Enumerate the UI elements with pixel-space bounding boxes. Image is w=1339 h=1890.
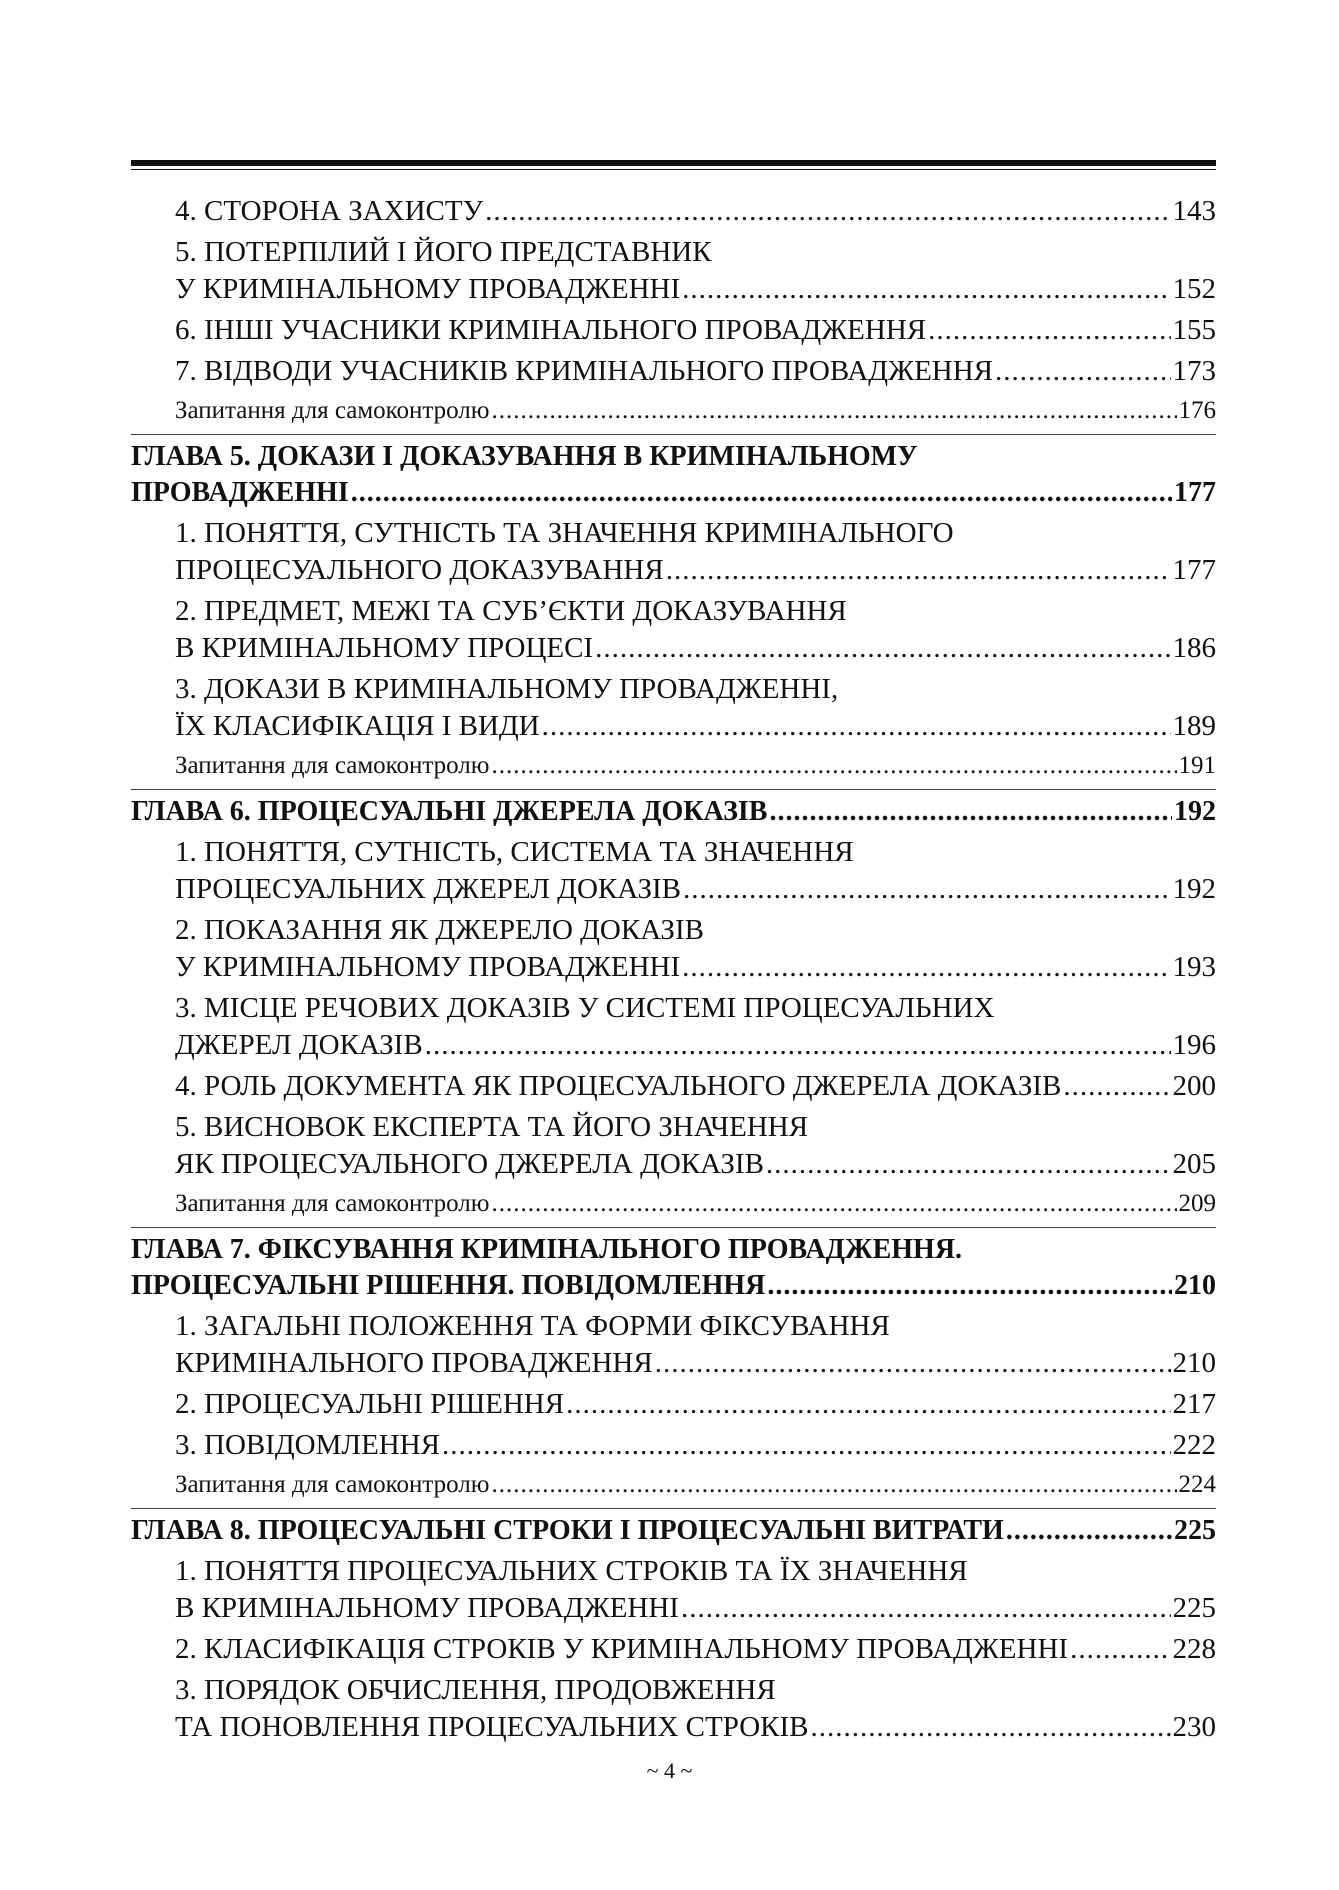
toc-entry-title-line: У КРИМІНАЛЬНОМУ ПРОВАДЖЕННІ [175,273,681,305]
toc-entry-title-line: ПРОЦЕСУАЛЬНІ РІШЕННЯ. ПОВІДОМЛЕННЯ [131,1270,766,1301]
toc-entry-title-line: У КРИМІНАЛЬНОМУ ПРОВАДЖЕННІ [175,951,681,983]
header-rule-thin [131,169,1216,170]
toc-entry-leader-line [175,1590,1216,1627]
toc-entry-page-number: 200 [1172,1070,1216,1102]
toc-entry-page-number: 224 [1178,1471,1216,1498]
toc-entry-title-line: ДЖЕРЕЛ ДОКАЗІВ [175,1029,423,1061]
toc-entry-section [131,593,1216,667]
toc-entry-page-number: 228 [1172,1633,1216,1665]
dot-leader [995,353,1170,390]
toc-entry-title-line: В КРИМІНАЛЬНОМУ ПРОВАДЖЕННІ [175,1592,679,1624]
toc-entry-title-line: 5. ВИСНОВОК ЕКСПЕРТА ТА ЙОГО ЗНАЧЕННЯ [175,1111,809,1143]
toc-entry-title-line: 2. ПРЕДМЕТ, МЕЖІ ТА СУБ’ЄКТИ ДОКАЗУВАННЯ [175,595,847,627]
toc-entry-page-number: 173 [1172,355,1216,387]
toc-entry-page-number: 210 [1174,1270,1216,1301]
toc-entry-leader-line [175,271,1216,308]
toc-entry-page-number: 177 [1174,477,1216,508]
toc-entry-section [131,193,1216,230]
toc-entry-page-number: 177 [1172,554,1216,586]
toc-entry-title-line: 7. ВІДВОДИ УЧАСНИКІВ КРИМІНАЛЬНОГО ПРОВАДЖЕННЯ [175,355,994,387]
toc-entry-chapter [131,1232,1216,1304]
toc-entry-section [131,1068,1216,1105]
toc-entry-leader-line [175,749,1216,782]
toc-entry-chapter [131,1513,1216,1549]
dot-leader [595,630,1170,667]
toc-entry-title-line: КРИМІНАЛЬНОГО ПРОВАДЖЕННЯ [175,1347,653,1379]
toc-entry-title-line: Запитання для самоконтролю [175,1190,490,1217]
toc-entry-title-line: 1. ПОНЯТТЯ, СУТНІСТЬ, СИСТЕМА ТА ЗНАЧЕННЯ [175,836,854,868]
dot-leader [491,394,1176,427]
toc-entry-leader-line [175,353,1216,390]
toc-entry-title-line: 3. МІСЦЕ РЕЧОВИХ ДОКАЗІВ У СИСТЕМІ ПРОЦЕСУАЛЬНИХ [175,992,995,1024]
toc-entry-title-line: Запитання для самоконтролю [175,1471,490,1498]
toc-entry-page-number: 193 [1172,951,1216,983]
toc-entry-section [131,353,1216,390]
toc-entry-section [131,515,1216,589]
toc-entry-title-line: ТА ПОНОВЛЕННЯ ПРОЦЕСУАЛЬНИХ СТРОКІВ [175,1711,809,1743]
toc-entry-leader-line [131,1268,1216,1304]
toc-entry-page-number: 225 [1172,1592,1216,1624]
dot-leader [1006,1513,1172,1549]
toc-entry-section [131,1427,1216,1464]
toc-entry-title-line: 1. ПОНЯТТЯ ПРОЦЕСУАЛЬНИХ СТРОКІВ ТА ЇХ ЗНАЧЕННЯ [175,1555,968,1587]
toc-entry-leader-line [175,1345,1216,1382]
toc-entry-title-line: 6. ІНШІ УЧАСНИКИ КРИМІНАЛЬНОГО ПРОВАДЖЕННЯ [175,314,927,346]
page-number-footer: ~ 4 ~ [646,1758,693,1783]
toc-entry-title-line: 2. ПОКАЗАННЯ ЯК ДЖЕРЕЛО ДОКАЗІВ [175,914,704,946]
toc-entry-leader-line [175,394,1216,427]
chapter-separator-rule [131,789,1216,790]
toc-entry-leader-line [175,1027,1216,1064]
dot-leader [681,1590,1171,1627]
chapter-separator-rule [131,1227,1216,1228]
dot-leader [491,1468,1176,1501]
dot-leader [542,708,1171,745]
toc-entry-page-number: 143 [1172,195,1216,227]
toc-entry-title-line: 2. КЛАСИФІКАЦІЯ СТРОКІВ У КРИМІНАЛЬНОМУ ПРОВАДЖЕННІ [175,1633,1069,1665]
toc-entry-page-number: 192 [1172,873,1216,905]
toc-entry-leader-line [131,1513,1216,1549]
dot-leader [491,749,1176,782]
toc-entry-section [131,1386,1216,1423]
toc-entry-page-number: 217 [1172,1388,1216,1420]
toc-entry-title-line: ЯК ПРОЦЕСУАЛЬНОГО ДЖЕРЕЛА ДОКАЗІВ [175,1148,764,1180]
dot-leader [566,1386,1170,1423]
toc-entry-page-number: 189 [1172,710,1216,742]
toc-entry-leader-line [131,475,1216,511]
toc-entry-page-number: 152 [1172,273,1216,305]
toc-entry-leader-line [175,552,1216,589]
toc-entry-review [131,749,1216,782]
toc-entry-section [131,1631,1216,1668]
toc-entry-title-line: В КРИМІНАЛЬНОМУ ПРОЦЕСІ [175,632,594,664]
toc-entry-leader-line [175,871,1216,908]
toc-entry-leader-line [175,630,1216,667]
dot-leader [683,871,1171,908]
toc-entry-title-line: Запитання для самоконтролю [175,752,490,779]
toc-entry-page-number: 222 [1172,1429,1216,1461]
toc-entry-leader-line [175,1068,1216,1105]
toc-entry-title-line: 3. ПОРЯДОК ОБЧИСЛЕННЯ, ПРОДОВЖЕННЯ [175,1674,776,1706]
toc-entry-review [131,1187,1216,1220]
toc-entry-page-number: 186 [1172,632,1216,664]
dot-leader [1070,1631,1170,1668]
chapter-separator-rule [131,1508,1216,1509]
toc-entry-page-number: 209 [1178,1190,1216,1217]
toc-entry-section [131,912,1216,986]
toc-entry-chapter [131,794,1216,830]
toc-entry-page-number: 196 [1172,1029,1216,1061]
toc-entry-section [131,234,1216,308]
dot-leader [351,475,1172,511]
toc-entry-leader-line [175,193,1216,230]
toc-entry-leader-line [175,708,1216,745]
dot-leader [766,1146,1171,1183]
toc-entry-leader-line [175,949,1216,986]
header-rule-thick [131,160,1216,166]
dot-leader [682,271,1170,308]
toc-entry-title-line: ПРОЦЕСУАЛЬНОГО ДОКАЗУВАННЯ [175,554,664,586]
dot-leader [491,1187,1176,1220]
toc-entry-section [131,1672,1216,1746]
toc-entry-section [131,1553,1216,1627]
toc-entry-review [131,1468,1216,1501]
toc-entry-title-line: 1. ПОНЯТТЯ, СУТНІСТЬ ТА ЗНАЧЕННЯ КРИМІНАЛЬНОГО [175,517,954,549]
toc-entry-title-line: 5. ПОТЕРПІЛИЙ І ЙОГО ПРЕДСТАВНИК [175,236,712,268]
toc-entry-title-line: ГЛАВА 7. ФІКСУВАННЯ КРИМІНАЛЬНОГО ПРОВАДЖЕННЯ. [131,1234,963,1265]
toc-entry-page-number: 230 [1172,1711,1216,1743]
toc-entry-leader-line [175,312,1216,349]
toc-entry-chapter [131,439,1216,511]
dot-leader [655,1345,1171,1382]
toc-entry-leader-line [175,1386,1216,1423]
toc-entry-title-line: ГЛАВА 8. ПРОЦЕСУАЛЬНІ СТРОКИ І ПРОЦЕСУАЛЬНІ ВИТРАТИ [131,1515,1004,1546]
toc-entry-title-line: ПРОЦЕСУАЛЬНИХ ДЖЕРЕЛ ДОКАЗІВ [175,873,681,905]
toc-entry-title-line: 3. ПОВІДОМЛЕННЯ [175,1429,441,1461]
toc-entry-title-line: ЇХ КЛАСИФІКАЦІЯ І ВИДИ [175,710,540,742]
toc-entry-page-number: 155 [1172,314,1216,346]
toc-entry-leader-line [175,1631,1216,1668]
dot-leader [666,552,1171,589]
toc-entry-page-number: 176 [1178,397,1216,424]
toc-entry-title-line: ПРОВАДЖЕННІ [131,477,349,508]
toc-entry-title-line: ГЛАВА 6. ПРОЦЕСУАЛЬНІ ДЖЕРЕЛА ДОКАЗІВ [131,796,768,827]
toc-entry-leader-line [175,1146,1216,1183]
dot-leader [769,794,1172,830]
dot-leader [810,1709,1170,1746]
chapter-separator-rule [131,434,1216,435]
toc-entry-title-line: 2. ПРОЦЕСУАЛЬНІ РІШЕННЯ [175,1388,565,1420]
toc-entry-section [131,671,1216,745]
toc-entry-leader-line [175,1468,1216,1501]
toc-entry-leader-line [131,794,1216,830]
toc-entry-title-line: 4. РОЛЬ ДОКУМЕНТА ЯК ПРОЦЕСУАЛЬНОГО ДЖЕРЕЛА ДОКАЗІВ [175,1070,1062,1102]
toc-entry-section [131,1308,1216,1382]
dot-leader [425,1027,1171,1064]
toc-entry-page-number: 192 [1174,796,1216,827]
toc-entry-section [131,312,1216,349]
toc-entry-page-number: 210 [1172,1347,1216,1379]
toc-entry-leader-line [175,1709,1216,1746]
toc-entry-section [131,834,1216,908]
toc-entry-page-number: 225 [1174,1515,1216,1546]
dot-leader [485,193,1170,230]
toc-entry-section [131,1109,1216,1183]
toc-entry-title-line: 4. СТОРОНА ЗАХИСТУ [175,195,484,227]
dot-leader [682,949,1170,986]
toc-entry-review [131,394,1216,427]
toc-entry-page-number: 205 [1172,1148,1216,1180]
toc-entry-title-line: Запитання для самоконтролю [175,397,490,424]
dot-leader [1063,1068,1170,1105]
toc-entry-leader-line [175,1427,1216,1464]
dot-leader [928,312,1170,349]
toc-entry-title-line: 1. ЗАГАЛЬНІ ПОЛОЖЕННЯ ТА ФОРМИ ФІКСУВАННЯ [175,1310,890,1342]
toc-entry-title-line: 3. ДОКАЗИ В КРИМІНАЛЬНОМУ ПРОВАДЖЕННІ, [175,673,839,705]
toc-entry-section [131,990,1216,1064]
toc-entry-page-number: 191 [1178,752,1216,779]
dot-leader [442,1427,1170,1464]
toc-entry-leader-line [175,1187,1216,1220]
toc-entry-title-line: ГЛАВА 5. ДОКАЗИ І ДОКАЗУВАННЯ В КРИМІНАЛЬНОМУ [131,441,918,472]
dot-leader [767,1268,1172,1304]
table-of-contents [131,193,1216,1750]
